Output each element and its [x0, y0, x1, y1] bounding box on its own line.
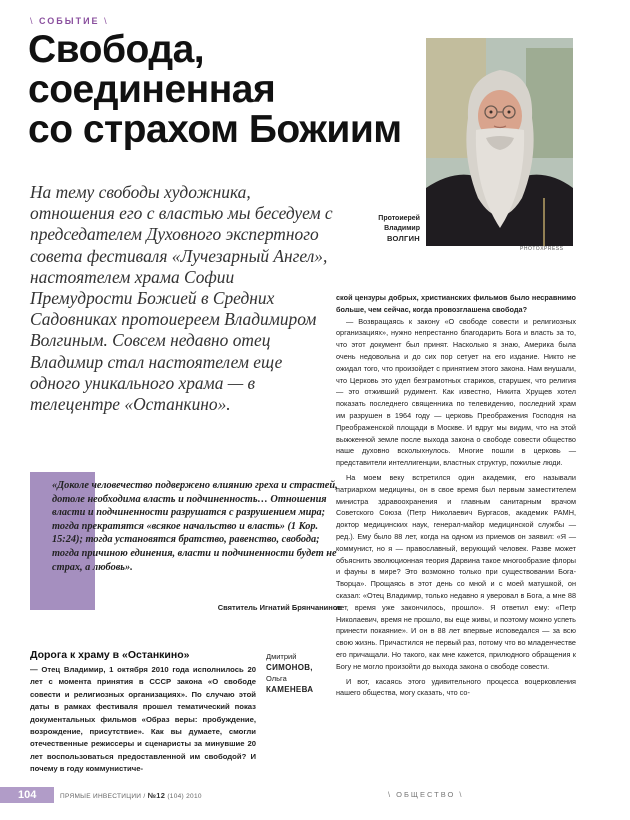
- article-headline: [28, 30, 428, 150]
- portrait-photo: [426, 38, 573, 246]
- photo-credit: PHOTOXPRESS: [520, 246, 564, 252]
- issue-number: №12: [147, 791, 166, 800]
- section-footer: \ ОБЩЕСТВО \: [388, 790, 464, 799]
- quote-author: Святитель Игнатий Брянчанинов: [217, 603, 342, 612]
- author-1-last: СИМОНОВ,: [266, 663, 313, 672]
- photo-caption: [336, 214, 420, 244]
- caption-last-name: ВОЛГИН: [387, 234, 420, 243]
- rubric-slash-close: \: [104, 16, 109, 26]
- rubric-label: [30, 16, 109, 26]
- author-2-last: КАМЕНЕВА: [266, 685, 314, 694]
- portrait-illustration: [426, 38, 573, 246]
- authors-byline: [266, 651, 313, 695]
- lead-paragraph: На тему свободы художника, отношения его с властью мы беседуем с председателем Духовного экспертного совета фестиваля «Лучезарный Ангел», настоятелем храма Софии Премудрости Божией в Средних Садовниках протоиереем Владимиром Волгиным. Совсем недавно отец Владимир стал настоятелем еще одного уникального храма — в телецентре «Останкино».: [30, 182, 333, 415]
- caption-role: Протоиерей: [378, 215, 420, 222]
- magazine-footer: [60, 791, 202, 800]
- body-paragraph: На моем веку встретился один академик, его называли патриархом медицины, он в свое время был первым заместителем министра здравоохранения и главным санитарным врачом Советского Союза (Петр Николаевич Бургасов, академик РАМН, доктор медицинских наук, генерал-майор медицинской службы — ред.). Ему было 88 лет, когда на одном из приемов он заявил: «Я — коммунист, но я — православный, верующий человек. Разве может объяснить эволюционная теория Дарвина такое многообразие флоры и фауны в мире? Это возможно только при существовании Бога-Творца». Прощаясь в этот день со мной и с моей матушкой, он сказал: «Отец Владимир, только недавно я уверовал в Бога, а мне 88 лет, время уже закончилось, прошло». Я ответил ему: «Петр Николаевич, время не прошло, вы еще живы, и поэтому можно успеть принести покаяние». И он в 88 лет впервые исповедался — за всю свою жизнь. Причастился не первый раз, потому что во младенчестве его причащали. Но такого, как мне кажется, прилюдного обращения к Богу не могло произойти до выхода закона о свободе совести.: [336, 472, 576, 671]
- headline-line-1: Свобода,: [28, 28, 205, 71]
- author-1-first: Дмитрий: [266, 652, 297, 661]
- headline-line-3: со страхом Божиим: [28, 108, 402, 151]
- article-body-column: [336, 292, 576, 699]
- author-2-first: Ольга: [266, 674, 287, 683]
- subsection-question: — Отец Владимир, 1 октября 2010 года исполнилось 20 лет с момента принятия в СССР закона «О свободе совести и религиозных организациях». По случаю этой даты в рамках фестиваля прошел тематический показ документальных фильмов «Образ веры: пробуждение, возрождение, присутствие». Как вы думаете, смогли отечественные режиссеры и сценаристы за минувшие 20 лет воспользоваться предоставленной им свободой? И почему в году коммунистиче-: [30, 665, 256, 774]
- rubric-slash-open: \: [30, 16, 35, 26]
- body-question-continuation: ской цензуры добрых, христианских фильмов было несравнимо больше, чем сейчас, когда провозглашена свобода?: [336, 293, 576, 314]
- rubric-text: СОБЫТИЕ: [39, 16, 100, 26]
- issue-extra: (104) 2010: [167, 793, 202, 800]
- subsection-title: Дорога к храму в «Останкино»: [30, 649, 190, 661]
- caption-first-name: Владимир: [384, 225, 420, 232]
- page-number: 104: [0, 787, 54, 803]
- magazine-name: ПРЯМЫЕ ИНВЕСТИЦИИ /: [60, 793, 146, 800]
- body-paragraph: — Возвращаясь к закону «О свободе совести и религиозных организациях», нужно непрестанно благодарить Бога и власть за то, что этот документ был принят. Насколько я знаю, Америка была очень недовольна и до сих пор сетует на его издание. Никто не ожидал того, что произойдет с принятием этого закона. Нам внушали, что Церковь это удел безграмотных стариков, старушек, что религия — это отживший рудимент. Как известно, Никита Хрущев хотел показать последнего священника по телевидению, последний храм им разрушен в 1964 году — церковь Преображения Господня на Преображенской площади в Москве. И вдруг мы видим, что на этой выжженной земле после выхода закона о свободе совести общество наше духовно всколыхнулось. Многие пошли в церковь — представители интеллигенции, властных структур, пожилые люди.: [336, 316, 576, 468]
- headline-line-2: соединенная: [28, 68, 276, 111]
- body-paragraph: И вот, касаясь этого удивительного процесса воцерковления нашего общества, могу сказать, что со-: [336, 676, 576, 698]
- pull-quote: «Доколе человечество подвержено влиянию греха и страстей, дотоле необходима власть и подчиненность… Отношения власти и подчиненности разрушатся с разрушением мира; тогда прекратятся «всякое начальство и власть» (1 Кор. 15:24); тогда установятся братство, равенство, свобода; тогда причиною единения, власти и подчиненности будет не страх, а любовь».: [52, 480, 338, 573]
